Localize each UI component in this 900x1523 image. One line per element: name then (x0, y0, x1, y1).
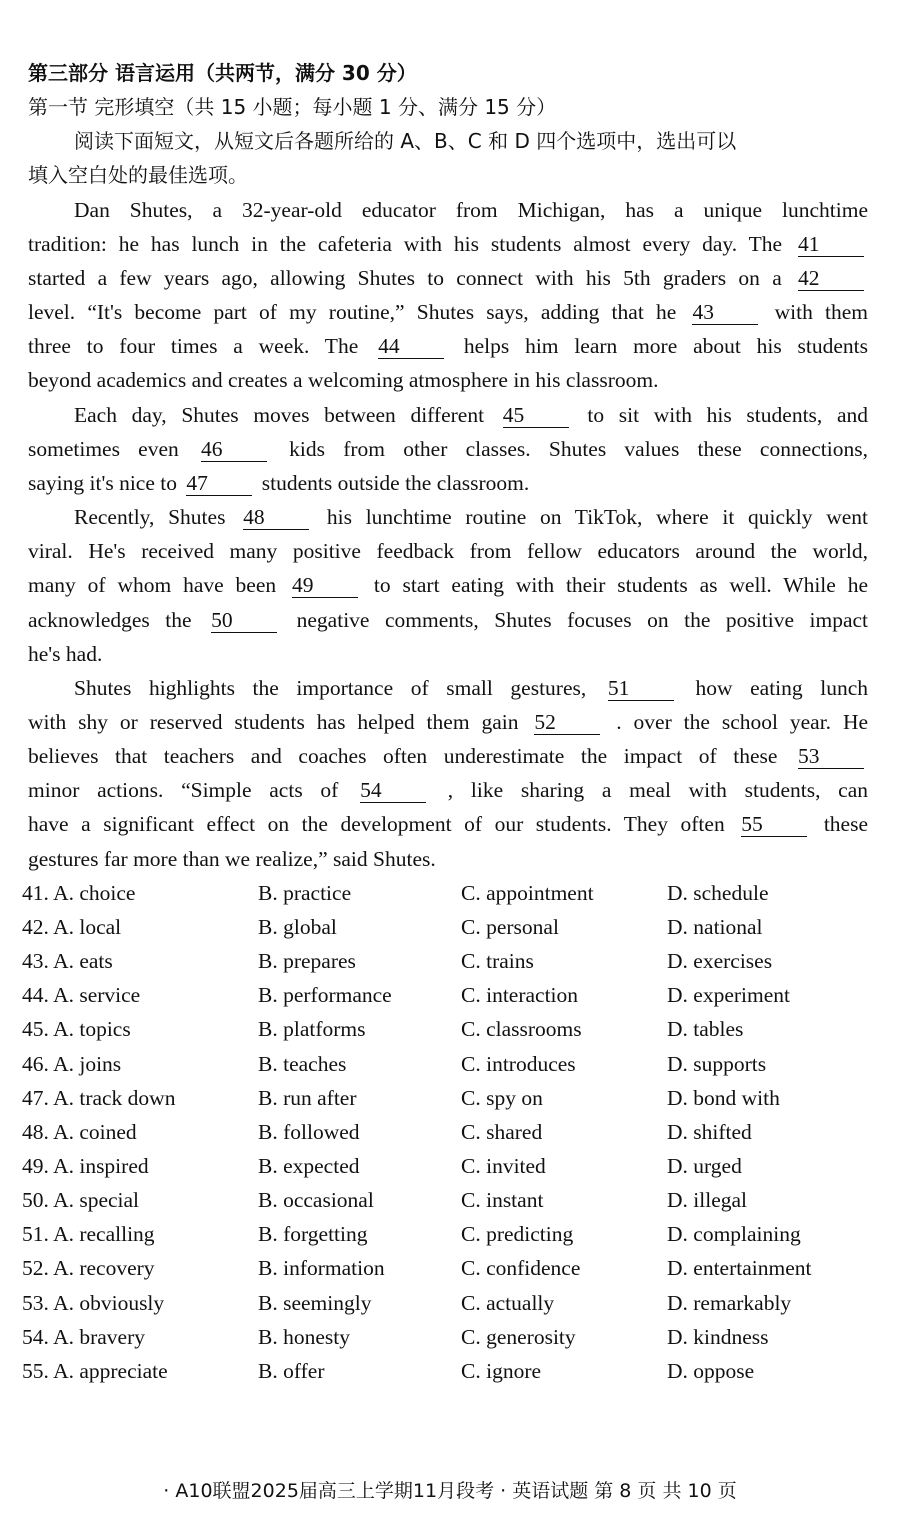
options-list (22, 876, 868, 1388)
text-line (28, 329, 868, 363)
option-d: D. schedule (667, 880, 769, 905)
option-row (22, 1354, 868, 1388)
option-b: B. offer (258, 1358, 325, 1383)
blank-52: 52 (534, 710, 600, 735)
blank-46: 46 (201, 437, 267, 462)
option-c: C. introduces (461, 1051, 576, 1076)
option-b: B. prepares (258, 949, 356, 974)
paragraph (28, 671, 868, 876)
blank-42: 42 (798, 266, 864, 291)
text-segment: students outside the classroom. (261, 470, 530, 495)
text-segment: these (823, 812, 869, 837)
text-segment: Each day, Shutes moves between different (74, 402, 485, 427)
text-line (28, 739, 868, 773)
text-line (28, 773, 868, 807)
option-d: D. supports (667, 1051, 767, 1076)
option-c: C. predicting (461, 1222, 574, 1247)
option-c: C. instant (461, 1188, 544, 1213)
text-line (28, 842, 868, 876)
part-title: 第三部分 语言运用（共两节，满分 30 分） (28, 61, 417, 85)
option-a: 50. A. special (22, 1188, 140, 1213)
option-c: C. shared (461, 1119, 543, 1144)
text-segment: to start eating with their students as well. While he (373, 573, 868, 598)
text-segment: he's had. (28, 641, 103, 666)
option-d: D. complaining (667, 1222, 801, 1247)
text-segment: his lunchtime routine on TikTok, where it quickly went (326, 505, 869, 530)
option-row (22, 944, 868, 978)
option-b: B. platforms (258, 1017, 366, 1042)
option-a: 52. A. recovery (22, 1256, 155, 1281)
option-b: B. occasional (258, 1188, 374, 1213)
page-footer: · A10联盟2025届高三上学期11月段考 · 英语试题 第 8 页 共 10 页 (163, 1480, 737, 1502)
text-segment: many of whom have been (28, 573, 277, 598)
blank-47: 47 (186, 471, 252, 496)
option-d: D. bond with (667, 1085, 780, 1110)
option-row (22, 1183, 868, 1217)
text-line (28, 227, 868, 261)
option-row (22, 876, 868, 910)
option-c: C. trains (461, 949, 534, 974)
instruction-line: 阅读下面短文，从短文后各题所给的 A、B、C 和 D 四个选项中，选出可以 (74, 129, 737, 154)
option-d: D. illegal (667, 1188, 748, 1213)
option-a: 53. A. obviously (22, 1290, 165, 1315)
option-b: B. performance (258, 983, 392, 1008)
blank-45: 45 (503, 403, 569, 428)
paragraph (28, 500, 868, 671)
text-segment: tradition: he has lunch in the cafeteria with his students almost every day. The (28, 231, 783, 256)
option-a: 51. A. recalling (22, 1222, 155, 1247)
text-segment: how eating lunch (695, 675, 869, 700)
option-c: C. personal (461, 914, 559, 939)
option-a: 44. A. service (22, 983, 141, 1008)
option-b: B. forgetting (258, 1222, 368, 1247)
text-line (28, 637, 868, 671)
option-c: C. invited (461, 1154, 546, 1178)
text-segment: negative comments, Shutes focuses on the positive impact (296, 607, 869, 632)
blank-41: 41 (798, 232, 864, 257)
option-row (22, 1286, 868, 1320)
blank-55: 55 (741, 812, 807, 837)
option-b: B. teaches (258, 1051, 347, 1076)
text-line (28, 398, 868, 432)
text-segment: with shy or reserved students has helped them gain (28, 709, 519, 734)
option-c: C. spy on (461, 1085, 543, 1110)
text-segment: sometimes even (28, 436, 179, 461)
text-line (28, 295, 868, 329)
option-d: D. exercises (667, 949, 773, 974)
option-d: D. kindness (667, 1324, 769, 1349)
option-d: D. remarkably (667, 1290, 792, 1315)
text-segment: acknowledges the (28, 607, 192, 632)
option-row (22, 1012, 868, 1046)
option-a: 55. A. appreciate (22, 1358, 168, 1383)
option-b: B. global (258, 914, 337, 939)
option-a: 49. A. inspired (22, 1154, 149, 1178)
text-segment: Shutes highlights the importance of small gestures, (74, 675, 587, 700)
option-row (22, 1149, 868, 1183)
option-c: C. appointment (461, 880, 594, 905)
option-a: 43. A. eats (22, 949, 113, 974)
text-line (28, 568, 868, 602)
blank-51: 51 (608, 676, 674, 701)
option-b: B. practice (258, 880, 352, 905)
text-line (28, 432, 868, 466)
option-b: B. run after (258, 1085, 357, 1110)
text-segment: Recently, Shutes (74, 505, 226, 530)
blank-44: 44 (378, 334, 444, 359)
option-a: 54. A. bravery (22, 1324, 145, 1349)
text-line (28, 466, 868, 500)
option-row (22, 910, 868, 944)
option-row (22, 978, 868, 1012)
option-b: B. information (258, 1256, 385, 1281)
cloze-passage (28, 193, 868, 876)
text-segment: helps him learn more about his students (463, 334, 869, 359)
text-line (28, 705, 868, 739)
exam-page (22, 56, 869, 1388)
text-segment: . over the school year. He (616, 709, 869, 734)
text-line (28, 807, 868, 841)
text-segment: Dan Shutes, a 32-year-old educator from Michigan, has a unique lunchtime (74, 197, 868, 222)
option-d: D. urged (667, 1154, 742, 1178)
blank-49: 49 (292, 573, 358, 598)
text-segment: with them (774, 300, 869, 325)
blank-53: 53 (798, 744, 864, 769)
blank-54: 54 (360, 778, 426, 803)
option-d: D. experiment (667, 983, 790, 1008)
text-segment: gestures far more than we realize,” said Shutes. (28, 846, 436, 871)
text-segment: beyond academics and creates a welcoming atmosphere in his classroom. (28, 368, 659, 393)
text-line (28, 603, 868, 637)
option-row (22, 1320, 868, 1354)
text-segment: , like sharing a meal with students, can (447, 778, 869, 803)
text-segment: to sit with his students, and (587, 402, 868, 427)
option-row (22, 1115, 868, 1149)
option-row (22, 1081, 868, 1115)
option-d: D. oppose (667, 1358, 755, 1383)
text-line (28, 500, 868, 534)
text-line (28, 261, 868, 295)
text-segment: minor actions. “Simple acts of (28, 778, 339, 803)
option-row (22, 1047, 868, 1081)
option-a: 42. A. local (22, 914, 122, 939)
section-title: 第一节 完形填空（共 15 小题；每小题 1 分、满分 15 分） (28, 95, 557, 120)
blank-48: 48 (243, 505, 309, 530)
option-row (22, 1251, 868, 1285)
instruction-line: 填入空白处的最佳选项。 (28, 163, 248, 188)
option-c: C. ignore (461, 1358, 542, 1383)
text-segment: kids from other classes. Shutes values these connections, (289, 436, 868, 461)
blank-43: 43 (692, 300, 758, 325)
text-segment: believes that teachers and coaches often underestimate the impact of these (28, 744, 778, 769)
option-c: C. actually (461, 1290, 555, 1315)
option-b: B. honesty (258, 1324, 350, 1349)
option-c: C. classrooms (461, 1017, 582, 1042)
option-a: 45. A. topics (22, 1017, 131, 1042)
option-row (22, 1217, 868, 1251)
blank-50: 50 (211, 608, 277, 633)
text-line (28, 671, 868, 705)
paragraph (28, 398, 868, 500)
option-a: 41. A. choice (22, 880, 136, 905)
text-segment: viral. He's received many positive feedback from fellow educators around the world, (28, 539, 868, 564)
text-segment: have a significant effect on the development of our students. They often (28, 812, 725, 837)
paragraph (28, 193, 868, 398)
option-a: 46. A. joins (22, 1051, 122, 1076)
text-segment: three to four times a week. The (28, 334, 359, 359)
option-b: B. expected (258, 1154, 360, 1178)
option-c: C. generosity (461, 1324, 576, 1349)
text-line (28, 193, 868, 227)
text-segment: started a few years ago, allowing Shutes to connect with his 5th graders on a (28, 265, 782, 290)
option-b: B. followed (258, 1119, 360, 1144)
option-b: B. seemingly (258, 1290, 372, 1315)
option-d: D. shifted (667, 1119, 752, 1144)
option-c: C. confidence (461, 1256, 581, 1281)
option-d: D. entertainment (667, 1256, 812, 1281)
text-segment: level. “It's become part of my routine,” Shutes says, adding that he (28, 300, 677, 325)
option-d: D. tables (667, 1017, 744, 1042)
option-c: C. interaction (461, 983, 579, 1008)
option-d: D. national (667, 914, 763, 939)
text-segment: saying it's nice to (28, 470, 177, 495)
option-a: 47. A. track down (22, 1085, 176, 1110)
option-a: 48. A. coined (22, 1119, 137, 1144)
text-line (28, 363, 868, 397)
text-line (28, 534, 868, 568)
